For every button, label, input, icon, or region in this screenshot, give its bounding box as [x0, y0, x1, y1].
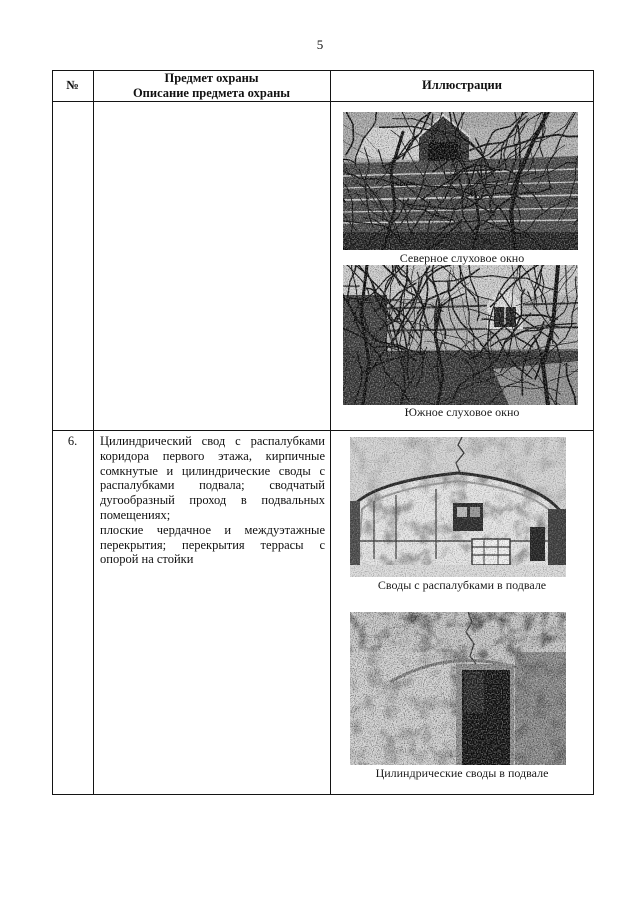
north-dormer-window-photo: [343, 112, 578, 250]
row-2-description-cell: [93, 430, 330, 795]
protection-subject-table: [52, 70, 594, 795]
row-1-description-cell: [93, 101, 330, 430]
row-number: 6.: [67, 434, 78, 448]
basement-vaults-photo: [350, 437, 566, 577]
header-illustrations-cell: [330, 70, 594, 101]
photo-caption: Цилиндрические своды в подвале: [375, 766, 549, 780]
photo-caption: Северное слуховое окно: [399, 251, 525, 265]
photo-grain-light: [343, 265, 578, 405]
header-subject-cell: [93, 70, 330, 101]
row-2-number-cell: [52, 430, 93, 795]
south-dormer-window-photo: [343, 265, 578, 405]
row-1-number-cell: [52, 101, 93, 430]
row-2-illustrations-cell: [330, 430, 594, 795]
photo-grain-light: [350, 437, 566, 577]
basement-cylindrical-vaults-photo: [350, 612, 566, 765]
description-paragraph: Цилиндрический свод с распалубками коридора первого этажа, кирпичные сомкнутые и цилиндрические своды с распалубками подвала; сводчатый дугообразный проход в подвальных помещениях;: [100, 434, 325, 522]
header-number: №: [66, 78, 79, 92]
header-illustrations: Иллюстрации: [422, 78, 502, 92]
photo-grain-light: [343, 112, 578, 250]
header-number-cell: [52, 70, 93, 101]
page-number: 5: [316, 37, 324, 52]
row-1-illustrations-cell: [330, 101, 594, 430]
photo-caption: Южное слуховое окно: [404, 405, 520, 419]
header-subject-title: Предмет охраны: [164, 70, 259, 85]
photo-caption: Своды с распалубками в подвале: [377, 578, 547, 592]
description-paragraph: плоские чердачное и междуэтажные перекрытия; перекрытия террасы с опорой на стойки: [100, 522, 325, 567]
header-subject-subtitle: Описание предмета охраны: [132, 85, 291, 100]
photo-grain-light: [350, 612, 566, 765]
